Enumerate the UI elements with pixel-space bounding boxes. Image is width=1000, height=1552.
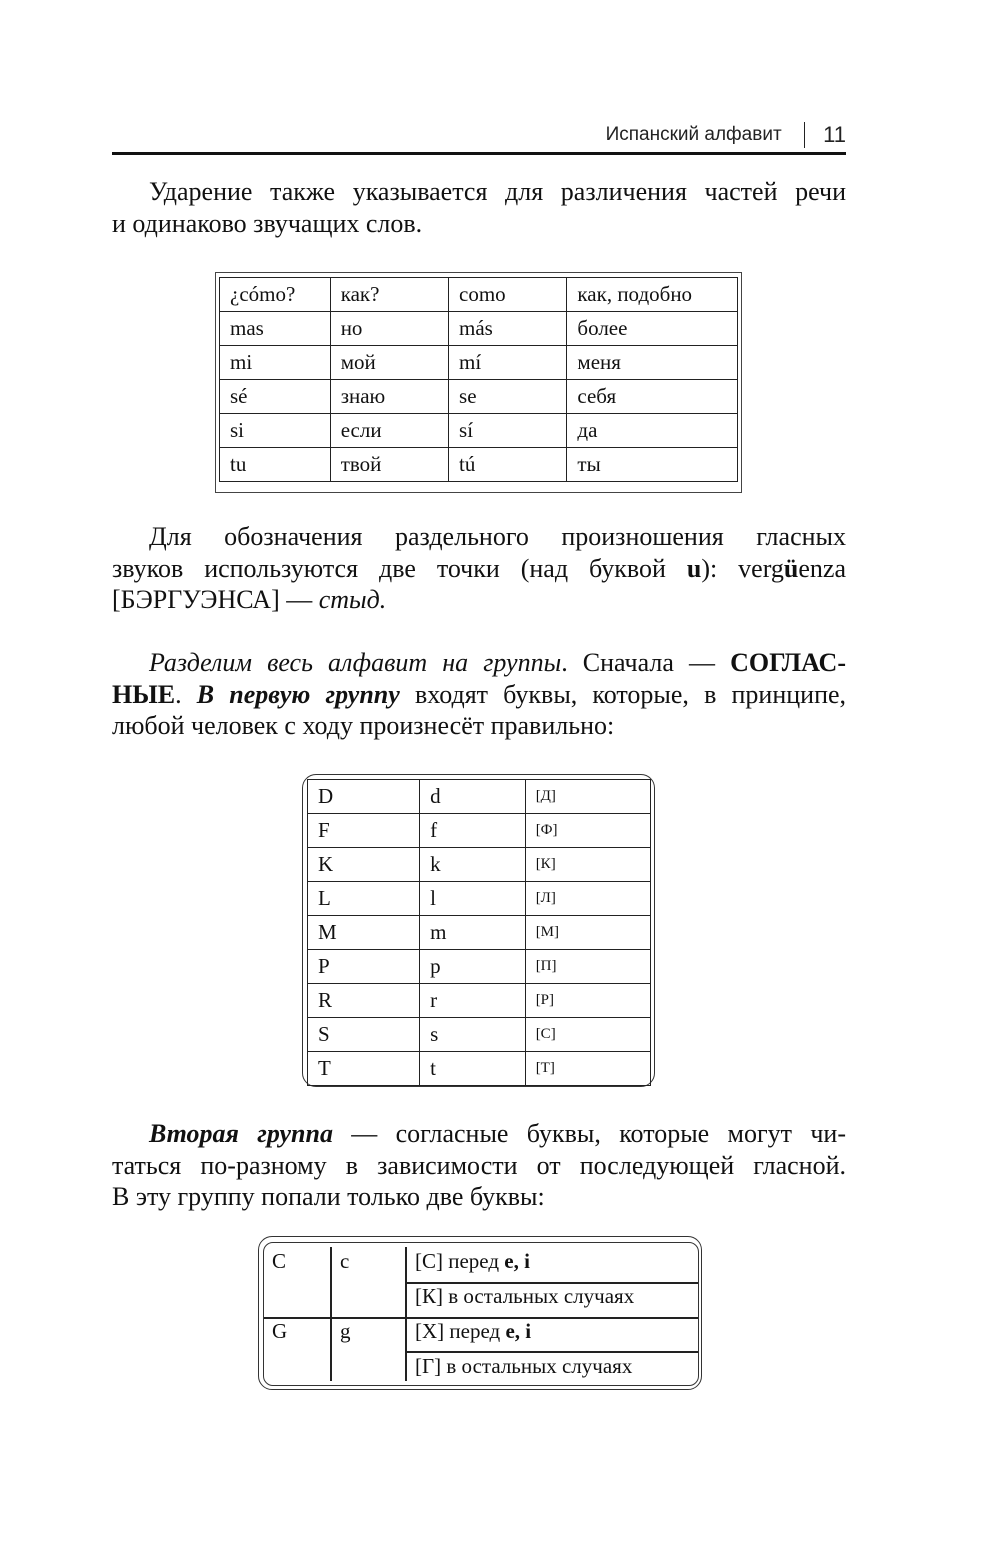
table-cell: твой (330, 448, 448, 482)
table-cell: s (420, 1018, 526, 1052)
pronunciation-rule (415, 1354, 632, 1379)
header-rule (112, 152, 846, 155)
rule-sound: [Х] перед (415, 1319, 506, 1343)
text-span: Для обозначения раздельного произношения гласных (149, 522, 846, 551)
paragraph-stress (112, 176, 846, 239)
table-cell: меня (567, 346, 738, 380)
table-cell: se (449, 380, 567, 414)
table-cell: [К] (525, 848, 650, 882)
text-span: . (175, 679, 197, 709)
bold-text: ü (783, 553, 799, 583)
table-cell: ¿cómo? (220, 278, 331, 312)
table-cell: l (420, 882, 526, 916)
table-cell: d (420, 780, 526, 814)
text-span: . Сначала — (561, 648, 731, 677)
text-line (112, 1118, 846, 1150)
text-span: enza (798, 553, 846, 583)
running-header-title: Испанский алфавит (605, 124, 782, 145)
table-cell: [Р] (525, 984, 650, 1018)
table-cell: мой (330, 346, 448, 380)
table-cell: знаю (330, 380, 448, 414)
table-row (308, 780, 651, 814)
paragraph-diaeresis (112, 521, 846, 616)
table-cell: m (420, 916, 526, 950)
table-cell: [Л] (525, 882, 650, 916)
text-span: входят буквы, которые, в принципе, (399, 679, 847, 709)
table-cell: как, подобно (567, 278, 738, 312)
table-row (308, 950, 651, 984)
paragraph-second-group (112, 1118, 846, 1213)
table-cell: [Т] (525, 1052, 650, 1086)
text-line (112, 647, 846, 679)
rule-sound: [К] в остальных случаях (415, 1284, 635, 1308)
uppercase-letter: G (272, 1319, 288, 1343)
table-cell: f (420, 814, 526, 848)
table-row (308, 984, 651, 1018)
table-cell: tu (220, 448, 331, 482)
text-span: звуков используются две точки (над буквой (112, 553, 687, 583)
bold-text: СОГЛАС- (730, 648, 846, 677)
rule-sound: [Г] в остальных случаях (415, 1354, 633, 1378)
table-cell: [М] (525, 916, 650, 950)
table-row (220, 312, 738, 346)
table-cell: ты (567, 448, 738, 482)
table-cell: K (308, 848, 420, 882)
text-line (112, 208, 846, 240)
table-cell: si (220, 414, 331, 448)
consonants-group2-table (263, 1242, 699, 1386)
table-row (308, 1018, 651, 1052)
text-line (112, 679, 846, 711)
lowercase-letter: g (340, 1319, 351, 1343)
rule-letters: e, i (504, 1249, 530, 1273)
rule-sound: [С] перед (415, 1249, 505, 1273)
running-header (112, 116, 846, 154)
table-row (308, 882, 651, 916)
table-cell: [Ф] (525, 814, 650, 848)
table-row (220, 278, 738, 312)
text-line (112, 521, 846, 553)
text-span: — согласные буквы, которые могут чи- (332, 1119, 846, 1148)
table-cell: S (308, 1018, 420, 1052)
pronunciation-rule (415, 1319, 531, 1344)
bold-italic-text: Вторая группа (149, 1119, 333, 1148)
table-cell: F (308, 814, 420, 848)
table-cell: k (420, 848, 526, 882)
text-line (112, 710, 846, 742)
table-rule (330, 1247, 332, 1381)
table-cell: mi (220, 346, 331, 380)
table-cell: R (308, 984, 420, 1018)
table-row (308, 1052, 651, 1086)
table-cell: D (308, 780, 420, 814)
text-line (112, 1181, 846, 1213)
header-divider (804, 122, 806, 148)
table-rule (405, 1247, 407, 1381)
text-line (112, 584, 846, 616)
text-span: и одинаково звучащих слов. (112, 208, 423, 238)
pronunciation-rule (415, 1284, 634, 1309)
table-row (308, 916, 651, 950)
text-line (112, 1150, 846, 1182)
pronunciation-rule (415, 1249, 530, 1274)
page-number: 11 (823, 122, 846, 147)
consonants-group1-table (307, 779, 651, 1086)
italic-text: стыд. (318, 585, 387, 614)
table-rule (405, 1351, 698, 1353)
table-cell: если (330, 414, 448, 448)
table-cell: mas (220, 312, 331, 346)
stress-words-table (219, 277, 738, 482)
lowercase-letter: c (340, 1249, 350, 1273)
table-cell: sí (449, 414, 567, 448)
text-span: Ударение также указывается для различения частей речи (149, 177, 846, 206)
table-cell: t (420, 1052, 526, 1086)
table-cell: sé (220, 380, 331, 414)
table-cell: tú (449, 448, 567, 482)
table-cell: T (308, 1052, 420, 1086)
text-line (112, 176, 846, 208)
bold-text: u (686, 553, 702, 583)
table-cell: r (420, 984, 526, 1018)
table-cell: себя (567, 380, 738, 414)
table-cell: como (449, 278, 567, 312)
table-cell: p (420, 950, 526, 984)
text-span: таться по-разному в зависимости от последующей гласной. (112, 1150, 846, 1180)
text-span: ): verg (701, 553, 784, 583)
text-span: [БЭРГУЭНСА] — (112, 585, 319, 614)
text-span: любой человек с ходу произнесёт правильно: (112, 711, 615, 740)
paragraph-groups (112, 647, 846, 742)
table-cell: но (330, 312, 448, 346)
table-cell: как? (330, 278, 448, 312)
bold-italic-text: В первую группу (196, 679, 400, 709)
text-span: В эту группу попали только две буквы: (112, 1182, 545, 1211)
table-cell: [П] (525, 950, 650, 984)
table-row (220, 448, 738, 482)
table-cell: более (567, 312, 738, 346)
table-cell: más (449, 312, 567, 346)
table-row (220, 380, 738, 414)
table-row (220, 346, 738, 380)
table-cell: [Д] (525, 780, 650, 814)
table-cell: да (567, 414, 738, 448)
table-cell: [С] (525, 1018, 650, 1052)
table-cell: mí (449, 346, 567, 380)
bold-text: НЫЕ (112, 679, 176, 709)
table-row (308, 848, 651, 882)
text-line (112, 553, 846, 585)
table-cell: L (308, 882, 420, 916)
table-row (220, 414, 738, 448)
table-cell: P (308, 950, 420, 984)
rule-letters: e, i (505, 1319, 532, 1343)
uppercase-letter: C (272, 1249, 287, 1273)
table-row (308, 814, 651, 848)
italic-text: Разделим весь алфавит на группы (149, 648, 562, 677)
table-cell: M (308, 916, 420, 950)
